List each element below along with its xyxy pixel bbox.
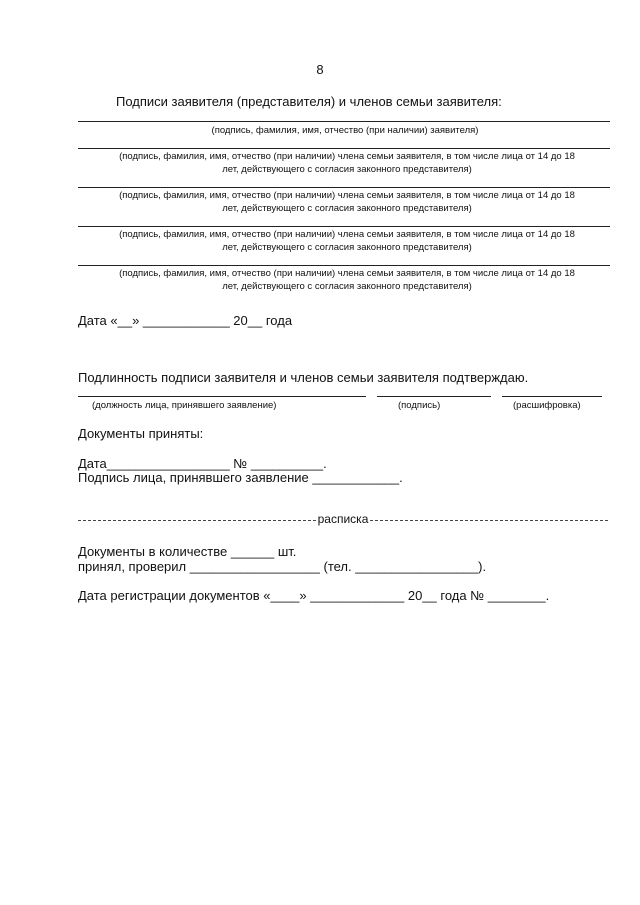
member-signature-line[interactable] xyxy=(78,187,610,188)
docs-accepted: Документы приняты: xyxy=(78,426,204,441)
dashed-line xyxy=(370,520,608,521)
applicant-signature-line[interactable] xyxy=(78,121,610,122)
signature-line[interactable] xyxy=(377,396,491,397)
decoding-line[interactable] xyxy=(502,396,602,397)
applicant-caption: (подпись, фамилия, имя, отчество (при наличии) заявителя) xyxy=(211,125,479,136)
authenticity-text: Подлинность подписи заявителя и членов семьи заявителя подтверждаю. xyxy=(78,370,529,385)
auth-caption-position: (должность лица, принявшего заявление) xyxy=(92,400,277,411)
auth-caption-decoding: (расшифровка) xyxy=(513,400,581,411)
member-signature-line[interactable] xyxy=(78,148,610,149)
member-caption-line2: лет, действующего с согласия законного представителя) xyxy=(222,164,472,175)
page-number: 8 xyxy=(316,62,324,77)
date-number-line[interactable]: Дата_________________ № __________. xyxy=(78,456,327,471)
signatures-heading: Подписи заявителя (представителя) и членов семьи заявителя: xyxy=(116,94,502,109)
date-line[interactable]: Дата «__» ____________ 20__ года xyxy=(78,313,293,328)
docs-count-line[interactable]: Документы в количестве ______ шт. xyxy=(78,544,297,559)
member-caption xyxy=(82,150,612,176)
member-caption-line1: (подпись, фамилия, имя, отчество (при наличии) члена семьи заявителя, в том числе лица от 14 до 18 xyxy=(119,229,575,240)
auth-caption-signature: (подпись) xyxy=(398,400,441,411)
receipt-divider xyxy=(78,512,608,526)
member-caption xyxy=(82,228,612,254)
member-caption-line1: (подпись, фамилия, имя, отчество (при наличии) члена семьи заявителя, в том числе лица от 14 до 18 xyxy=(119,151,575,162)
dashed-line xyxy=(78,520,316,521)
member-caption-line1: (подпись, фамилия, имя, отчество (при наличии) члена семьи заявителя, в том числе лица от 14 до 18 xyxy=(119,190,575,201)
member-caption xyxy=(82,189,612,215)
accepted-checked-line[interactable]: принял, проверил __________________ (тел. _________________). xyxy=(78,559,487,574)
member-caption xyxy=(82,267,612,293)
member-signature-line[interactable] xyxy=(78,265,610,266)
member-caption-line1: (подпись, фамилия, имя, отчество (при наличии) члена семьи заявителя, в том числе лица от 14 до 18 xyxy=(119,268,575,279)
member-caption-line2: лет, действующего с согласия законного представителя) xyxy=(222,281,472,292)
accepting-signature-line[interactable]: Подпись лица, принявшего заявление ____________. xyxy=(78,470,403,485)
member-signature-line[interactable] xyxy=(78,226,610,227)
member-caption-line2: лет, действующего с согласия законного представителя) xyxy=(222,203,472,214)
position-line[interactable] xyxy=(78,396,366,397)
receipt-label: расписка xyxy=(317,512,369,526)
member-caption-line2: лет, действующего с согласия законного представителя) xyxy=(222,242,472,253)
registration-date-line[interactable]: Дата регистрации документов «____» _____________ 20__ года № ________. xyxy=(78,588,550,603)
